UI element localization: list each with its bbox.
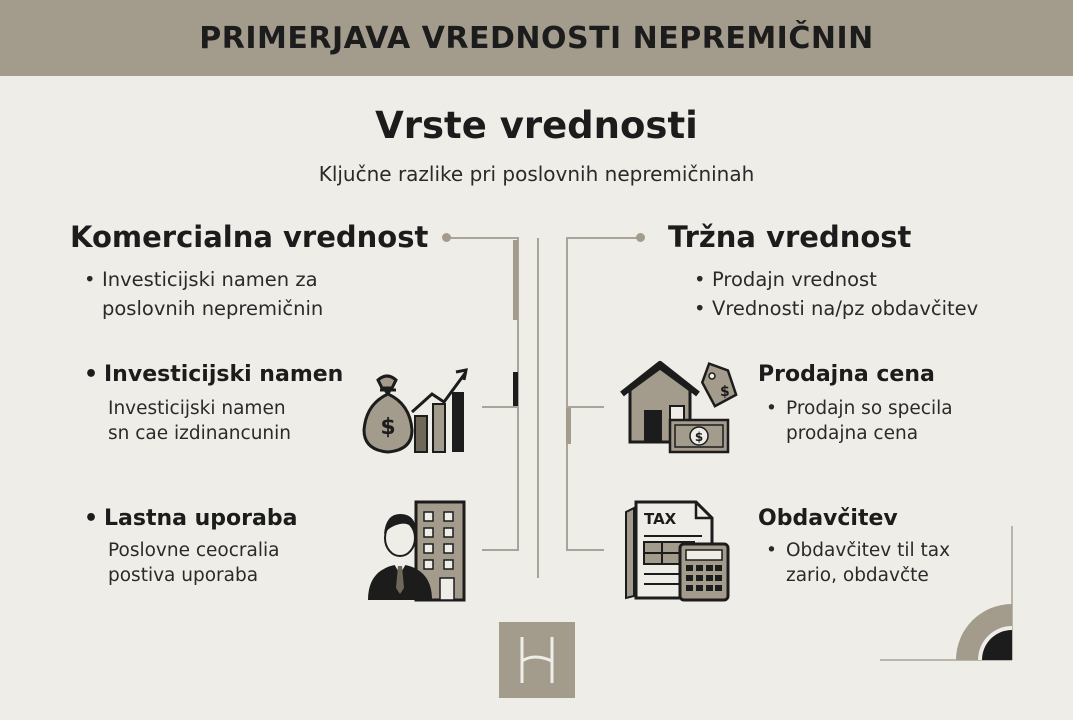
left-item-1-title: • Investicijski namen: [84, 362, 344, 387]
right-bullet-2: • Vrednosti na/pz obdavčitev: [694, 297, 979, 320]
svg-text:TAX: TAX: [644, 510, 677, 528]
section-title: Vrste vrednosti: [375, 104, 698, 147]
section-subtitle: Ključne razlike pri poslovnih nepremičninah: [318, 162, 755, 186]
right-item-2-line-2: zario, obdavčte: [786, 565, 929, 586]
businessman-building-icon: [364, 500, 470, 602]
header-bar: [0, 0, 1073, 76]
left-bullet-1-cont: poslovnih nepremičnin: [102, 297, 324, 320]
right-item-2-line-1: • Obdavčitev til tax: [766, 540, 951, 561]
page-title: PRIMERJAVA VREDNOSTI NEPREMIČNIN: [199, 20, 874, 56]
right-item-2-title: Obdavčitev: [758, 506, 898, 531]
left-bullet-1: • Investicijski namen za: [84, 268, 318, 291]
left-item-2-line-2: postiva uporaba: [108, 565, 259, 586]
left-heading: Komercialna vrednost: [70, 220, 429, 254]
money-growth-icon: [358, 364, 473, 456]
tax-calculator-icon: [622, 498, 732, 602]
right-item-1-line-1: • Prodajn so specila: [766, 398, 953, 419]
svg-text:$: $: [380, 415, 396, 440]
svg-text:$: $: [694, 430, 704, 444]
left-item-1-line-2: sn cae izdinancunin: [108, 423, 292, 444]
svg-text:$: $: [720, 384, 730, 400]
right-item-1-title: Prodajna cena: [758, 362, 935, 387]
decorative-quarter-circle: [878, 524, 1018, 664]
left-item-2-title: • Lastna uporaba: [84, 506, 298, 531]
left-item-2-line-1: Poslovne ceocralia: [108, 540, 280, 561]
logo: [499, 622, 575, 698]
house-price-tag-icon: [618, 358, 742, 456]
right-item-1-line-2: prodajna cena: [786, 423, 919, 444]
right-bullet-1: • Prodajn vrednost: [694, 268, 877, 291]
right-heading: Tržna vrednost: [668, 220, 912, 254]
left-item-1-line-1: Investicijski namen: [108, 398, 286, 419]
logo-mark: [514, 635, 560, 685]
